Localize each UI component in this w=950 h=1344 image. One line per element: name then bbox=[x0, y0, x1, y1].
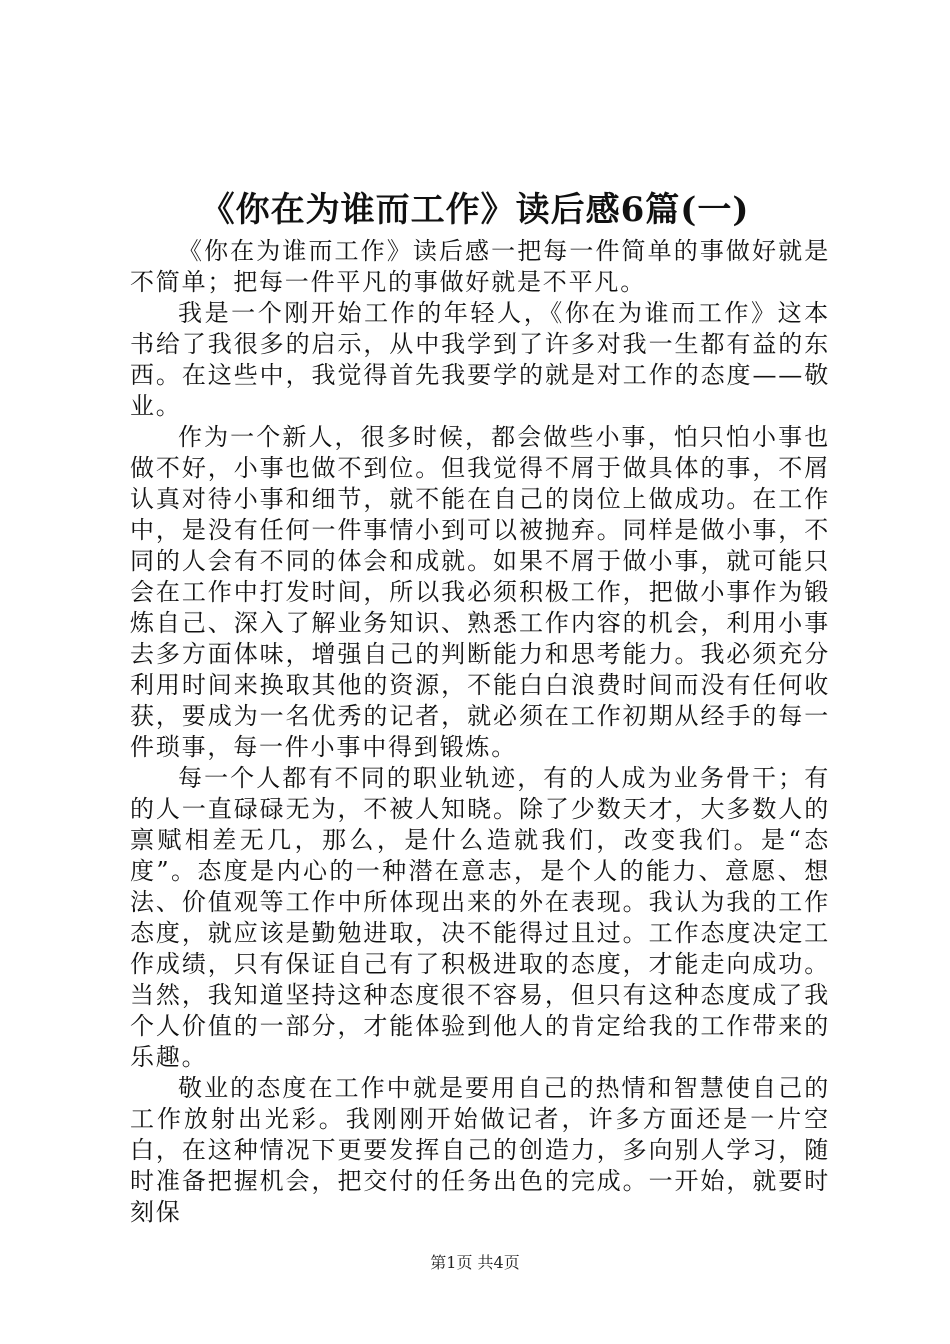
paragraph: 作为一个新人，很多时候，都会做些小事，怕只怕小事也做不好，小事也做不到位。但我觉得不屑于做具体的事，不屑认真对待小事和细节，就不能在自己的岗位上做成功。在工作中，是没有任何一件事情小到可以被抛弃。同样是做小事，不同的人会有不同的体会和成就。如果不屑于做小事，就可能只会在工作中打发时间，所以我必须积极工作，把做小事作为锻炼自己、深入了解业务知识、熟悉工作内容的机会，利用小事去多方面体味，增强自己的判断能力和思考能力。我必须充分利用时间来换取其他的资源，不能白白浪费时间而没有任何收获，要成为一名优秀的记者，就必须在工作初期从经手的每一件琐事，每一件小事中得到锻炼。 bbox=[130, 423, 830, 761]
paragraph: 我是一个刚开始工作的年轻人，《你在为谁而工作》这本书给了我很多的启示，从中我学到了许多对我一生都有益的东西。在这些中，我觉得首先我要学的就是对工作的态度——敬业。 bbox=[130, 299, 830, 420]
page-number-footer: 第1页 共4页 bbox=[430, 1253, 520, 1272]
paragraph: 每一个人都有不同的职业轨迹，有的人成为业务骨干；有的人一直碌碌无为，不被人知晓。除了少数天才，大多数人的禀赋相差无几，那么，是什么造就我们，改变我们。是“态度”。态度是内心的一种潜在意志，是个人的能力、意愿、想法、价值观等工作中所体现出来的外在表现。我认为我的工作态度，就应该是勤勉进取，决不能得过且过。工作态度决定工作成绩，只有保证自己有了积极进取的态度，才能走向成功。当然，我知道坚持这种态度很不容易，但只有这种态度成了我个人价值的一部分，才能体验到他人的肯定给我的工作带来的乐趣。 bbox=[130, 764, 830, 1071]
document-title: 《你在为谁而工作》读后感6篇(一) bbox=[200, 190, 750, 230]
paragraph: 敬业的态度在工作中就是要用自己的热情和智慧使自己的工作放射出光彩。我刚刚开始做记者，许多方面还是一片空白，在这种情况下更要发挥自己的创造力，多向别人学习，随时准备把握机会，把交付的任务出色的完成。一开始，就要时刻保 bbox=[130, 1074, 830, 1226]
document-body bbox=[130, 236, 830, 1228]
paragraph: 《你在为谁而工作》读后感一把每一件简单的事做好就是不简单；把每一件平凡的事做好就是不平凡。 bbox=[130, 237, 830, 296]
